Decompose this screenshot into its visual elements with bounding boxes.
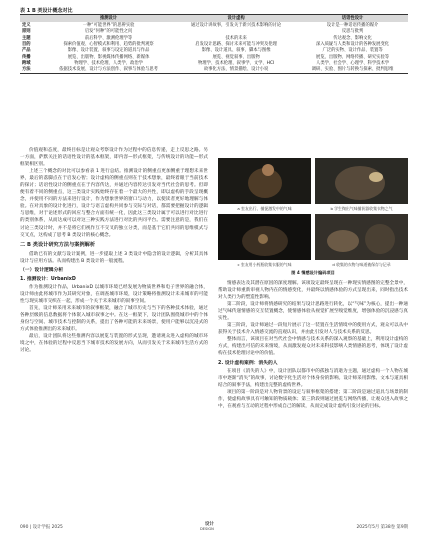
item-heading: 1. 推测设计：UrbanixD [20, 276, 76, 282]
paragraph: 最后，设计团队将这些推测内容以展览与装置的形式呈现，邀请观众进入虚构的城市环境之中，在体验的过程中反思当下城市技术的发展方向，从而引发关于未来城市生活方式的讨论。 [20, 334, 208, 354]
table-row [20, 41, 408, 47]
table-cell: 影像、设计装置、叙事与设定的道具与作品 [67, 48, 150, 54]
figure-photo-d [315, 214, 408, 260]
figure-subcaption-a: a 室友出行、捕捉激发中的气味 [237, 206, 292, 211]
table-cell: 物理学、技术伦理、叙事学、文学、HCI [198, 61, 275, 67]
table-header-cell: 推测设计 [42, 15, 175, 23]
table-row-label: 原则 [22, 29, 31, 35]
figure-photo-b [315, 158, 408, 204]
table-cell: 广泛的实物、设计作品、装置等 [322, 48, 383, 54]
table-row-label: 产品 [22, 48, 31, 54]
table-row [20, 54, 408, 60]
table-row-label: 传播 [22, 54, 31, 60]
table-cell: 展览、出版物、影视媒体传播网络、新媒体 [67, 54, 150, 60]
table-caption: 表 1 B 类设计概念对比 [20, 8, 73, 14]
table-row-label: 目的 [22, 41, 31, 47]
table-cell: 启发设计思路、探讨未来可能与冲突及伦理 [195, 41, 277, 47]
footer-page-number: 090 | 设计学报 2025 [20, 525, 63, 530]
table-row-label: 定义 [22, 22, 31, 28]
table-cell: 人类学、社会学、心理学、科学技术学 [316, 61, 390, 67]
table-cell: 技术的未来 [225, 35, 247, 41]
footer-journal-en: DESIGN [200, 527, 214, 531]
figure-caption: 图 4 情感设计编码项目 [291, 270, 335, 275]
table-cell: 调研、实验、图片与转换与探索、批判思维 [297, 67, 408, 74]
table-cell: 反思与批判 [341, 29, 364, 35]
section-heading: 二 B 类设计研究方法与案例解析 [20, 241, 96, 248]
item-heading: 2. 设计虚构案例：消失的人 [218, 360, 278, 366]
paragraph: 首先，设计师采用未来城市的叙事框架，融合了城市历史与当下的各种技术体验，通过各种层级的信息数据将个体嵌入城市叙事之中。在这一框架下，设计团队围绕城市中的个体身份与空间、城市技术与控制的关系，提出了各种可能的未来场景，使用户能够以沉浸式的方式体验推测出的未来城市。 [20, 305, 208, 333]
paragraph: 借助已有的文献与设计案例，进一步提取上述 3 类设计中隐含的设计逻辑，分析其具体设计与应用方法。从而构建出 B 类设计的一般流程。 [20, 251, 208, 264]
table-cell: 通过设计讲故事，引发关于新兴技术影响的讨论 [191, 22, 282, 28]
table-cell: 深入质疑与人类和设计的各种发展变化 [316, 41, 390, 47]
table-cell: 传达观念、影响文化 [333, 35, 372, 41]
table-cell: 探索价值观、心智模式和利用、趋势的批判观察 [63, 41, 154, 47]
paragraph: 在项目《消失的人》中，设计团队以都市中的孤独与消逝为主题，通过虚构一个人物在城市中逐渐“消失”的故事，讨论数字化生活对个体身份的影响。设计师采用影像、文本与道具相结合的叙事手法，构建出完整的虚构世界。 [218, 368, 408, 388]
paragraph: 上述三个概念的对比可以参看表 1 进行总结。推测设计的侧重点更加侧重于理想未来世界，最后的落脚点在于启发心智；设计虚构的侧重点则在于技术想象，最终着眼于当前技术的探讨；话语性设计的侧重点在于内容传达，并通过内容传达引发对当代社会的思考。但即便有着不同的侧重点，这三类设计实践始终存在着一个最大的共性，即以虚构的手段呈现概念，并使用不同的方法来进行设计，作为想象世界的窗口与动力，以使读者更好地理解与体验。在对具象的设计化进行，设计与语言虚构共同参与交际与对话，都需要把握设计的逻辑与思维，对于论述形式的回应与整合方面有统一化，因此这三类设计属于可以进行对比进行的类别体系，从而达成可以对这三种实践方法进行对比的共同平台。需要注意的是，我们在讨论三类设计时，并不是将它们视作互不交叉的独立分类，而是基于它们共同的思维模式与交叉点，这构成了思考 B 类设计的核心概念。 [20, 169, 208, 238]
paragraph: 作为推测设计作品，UrbanixD 以城市环境已经发展为物质世界和电子世界的融合体，设计师由此将城市作为其研究对象，在调查城市环境，设计策略将推测设计未来城市的可能性与现实城市交织在一起，形成一个关于未来城市的叙事空间。 [20, 284, 208, 304]
paragraph: 项目的第一阶段是对人物背景的设定与叙事框架的搭建；第二阶段是通过道具与场景的制作，使虚构故事具有可触知的物质载体；第三阶段则通过展览与网络传播，让观众进入故事之中，在观看与互动的过程中形成自己的解读，从而完成设计虚构引发讨论的目标。 [218, 389, 408, 409]
paragraph: 价值观和态度，最终目标是让观众考察设计作为过程中的信息传递，走上反思之路。另一方面，萨默关注的话语性设计的基本框架，即内容—形式框架，与传统设计的功能—形式框架相区别。 [20, 148, 208, 168]
paragraph: 情感表达及其潜在原因的深度理解。该项设定最终呈现在一种现实情感图的完整全景中，帮助设计师重新审视人物内在的情感变化，并最终以情感体验的方式呈现出来，同时指出技术对人类行为的塑造性影响。 [218, 281, 408, 301]
paragraph: 整体而言，该项目在对当代社会中情感与技术关系的深入观察的基础上，利用设计虚构的方式，构建出可信的未来情境，从而激发观众对未来科技影响人类情感的思考，体现了设计虚构在技术伦理讨论中的价值。 [218, 337, 408, 357]
table-row-label: 方法 [20, 67, 42, 74]
table-cell: 物理学、技术伦理、人类学、政治学 [74, 61, 143, 67]
table-header-cell [20, 15, 42, 23]
table-cell: 展览、视觉叙事、出版物 [212, 54, 260, 60]
figure-photo-a [218, 158, 311, 204]
table-row [20, 48, 408, 54]
table-header-cell: 话语性设计 [297, 15, 408, 23]
table-cell: 前后科学、激测伦理学等 [84, 35, 133, 41]
figure-subcaption-b: b 学生掏出气味捕获器收集衣物之气 [330, 206, 393, 211]
table-row [20, 61, 408, 67]
paragraph: 第三阶段，设计师通过一段短片展示了这一装置在生活情境中的使用方式，观众可以从中获得关于技术介入情感交流的直观认识，并由此引发对人与技术关系的反思。 [218, 323, 408, 336]
table-cell: 故事化方法、情景描绘、设计小说 [175, 67, 297, 74]
footer-journal-cn: 设计 [205, 522, 214, 527]
subsection-heading: （一）设计逻辑分析 [20, 267, 64, 273]
figure-subcaption-d: d 收集的衣物与味道被保存与记录 [332, 262, 391, 267]
right-text-column [218, 280, 408, 410]
figure-photo-c [218, 214, 311, 260]
table-cell: 影像、设计道具、叙事、脚本与图像 [201, 48, 271, 54]
comparison-table [20, 14, 408, 74]
figure-subcaption-c: c 室友用小药瓶收集衣服的气味 [237, 262, 292, 267]
left-text-column [20, 147, 208, 354]
table-row-label: 主题 [22, 35, 31, 41]
table-cell: 展览、出版物、网络传播、研究实验等 [316, 54, 390, 60]
table-header-cell: 设计虚构 [175, 15, 297, 23]
table-cell: 一种“可能世界”的思辨实验 [82, 22, 135, 28]
table-row-label: 跨域 [22, 61, 31, 67]
footer-issue: 2025年5月 第38卷 第9期 [356, 525, 408, 530]
table-cell: 设计是一种话语传播的媒介 [326, 22, 379, 28]
table-cell: 启发“何种”的可能性之问 [84, 29, 133, 35]
table-cell: 依据技术发展、设计与方法创作、叙事与体验与思考 [42, 67, 175, 74]
table-header-row [20, 15, 408, 23]
table-row [20, 67, 408, 74]
paragraph: 第二阶段，设计师将情感研究的结果与设计思路进行转化，以“气味”为核心，提出一种通过气味传递情感的交互装置概念，使情感体验从视觉扩展至嗅觉维度，增强体验的沉浸感与真实性。 [218, 302, 408, 322]
